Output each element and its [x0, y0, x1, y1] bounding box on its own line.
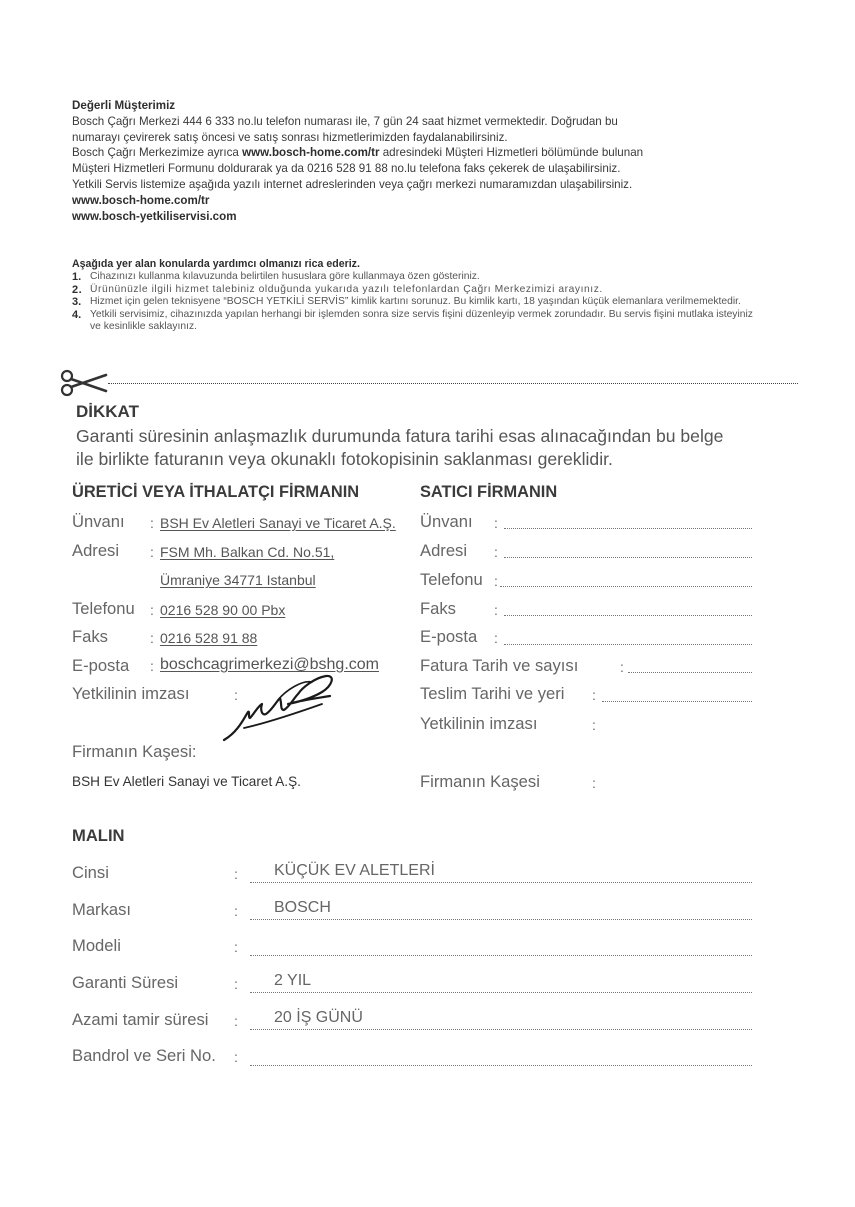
producer-title-value: BSH Ev Aletleri Sanayi ve Ticaret A.Ş. [160, 515, 396, 531]
colon: : [494, 515, 498, 531]
producer-address-line2: Ümraniye 34771 Istanbul [160, 572, 316, 588]
producer-heading: ÜRETİCİ VEYA İTHALATÇI FİRMANIN [72, 483, 360, 501]
seller-signature-label: Yetkilinin imzası [420, 714, 538, 733]
product-brand-value: BOSCH [274, 899, 331, 916]
intro-block [72, 98, 762, 224]
product-repair-time-value: 20 İŞ GÜNÜ [274, 1009, 363, 1026]
seller-phone-label: Telefonu [420, 570, 483, 589]
colon: : [494, 573, 498, 589]
list-item: 3. Hizmet için gelen teknisyene “BOSCH YETKİLİ SERVİS” kimlik kartını sorunuz. Bu kimlik kartı, 18 yaşından küçük elemanlara verilmemektedir. [72, 296, 741, 309]
intro-line: numarayı çevirerek satış öncesi ve satış sonrası hizmetlerimizden faydalanabilirsiniz. [72, 130, 508, 144]
producer-title-label: Ünvanı [72, 512, 125, 531]
list-item: 1. Cihazınızı kullanma kılavuzunda belirtilen hususlara göre kullanmaya özen gösteriniz. [72, 271, 480, 284]
notice-text: Garanti süresinin anlaşmazlık durumunda fatura tarihi esas alınacağından bu belge ile birlikte faturanın veya okunaklı fotokopisinin saklanması gereklidir. [76, 426, 724, 469]
product-brand-field[interactable] [250, 919, 752, 920]
producer-address-line1: FSM Mh. Balkan Cd. No.51, [160, 544, 335, 560]
producer-phone-label: Telefonu [72, 599, 135, 618]
intro-line: Bosch Çağrı Merkezi 444 6 333 no.lu telefon numarası ile, 7 gün 24 saat hizmet vermektedir. Doğrudan bu [72, 114, 618, 128]
cut-line [108, 383, 798, 384]
seller-invoice-field[interactable] [628, 672, 752, 673]
list-item: 2. Ürününüzle ilgili hizmet talebiniz olduğunda yukarıda yazılı telefonlardan Çağrı Merkezimizi arayınız. [72, 283, 603, 296]
product-heading: MALIN [72, 826, 125, 845]
website-link[interactable]: www.bosch-home.com/tr [242, 146, 380, 160]
producer-email-label: E-posta [72, 656, 130, 675]
colon: : [150, 602, 154, 618]
product-type-label: Cinsi [72, 863, 109, 882]
intro-line: Bosch Çağrı Merkezimize ayrıca www.bosch-home.com/tr adresindeki Müşteri Hizmetleri bölümünde bulunan [72, 146, 644, 160]
producer-company-name: BSH Ev Aletleri Sanayi ve Ticaret A.Ş. [72, 774, 301, 789]
product-warranty-label: Garanti Süresi [72, 973, 179, 992]
seller-phone-field[interactable] [500, 586, 752, 587]
producer-stamp-label: Firmanın Kaşesi: [72, 742, 197, 761]
seller-fax-field[interactable] [504, 615, 752, 616]
colon: : [234, 976, 238, 992]
colon: : [592, 775, 596, 791]
product-brand-label: Markası [72, 900, 132, 919]
seller-heading: SATICI FİRMANIN [420, 483, 558, 501]
producer-address-label: Adresi [72, 541, 120, 560]
product-type-field[interactable] [250, 882, 752, 883]
colon: : [620, 659, 624, 675]
requests-title: Aşağıda yer alan konularda yardımcı olmanızı rica ederiz. [72, 258, 360, 270]
product-type-value: KÜÇÜK EV ALETLERİ [274, 862, 435, 879]
colon: : [234, 903, 238, 919]
colon: : [592, 717, 596, 733]
seller-address-label: Adresi [420, 541, 468, 560]
colon: : [234, 939, 238, 955]
colon: : [234, 866, 238, 882]
intro-line: Yetkili Servis listemize aşağıda yazılı internet adreslerinden veya çağrı merkezi numaramızdan ulaşabilirsiniz. [72, 177, 633, 191]
product-model-label: Modeli [72, 936, 121, 955]
intro-line: Müşteri Hizmetleri Formunu doldurarak ya da 0216 528 91 88 no.lu telefona faks çekerek de ulaşabilirsiniz. [72, 162, 621, 176]
producer-fax-label: Faks [72, 627, 108, 646]
service-website-link[interactable]: www.bosch-yetkiliservisi.com [72, 209, 237, 223]
seller-email-label: E-posta [420, 627, 478, 646]
seller-invoice-label: Fatura Tarih ve sayısı [420, 656, 579, 675]
colon: : [150, 544, 154, 560]
seller-stamp-label: Firmanın Kaşesi [420, 772, 540, 791]
product-model-field[interactable] [250, 955, 752, 956]
product-serial-field[interactable] [250, 1065, 752, 1066]
seller-title-label: Ünvanı [420, 512, 473, 531]
producer-fax-value: 0216 528 91 88 [160, 630, 258, 646]
colon: : [234, 687, 238, 703]
producer-phone-value: 0216 528 90 00 Pbx [160, 602, 286, 618]
seller-delivery-field[interactable] [602, 701, 752, 702]
website-link[interactable]: www.bosch-home.com/tr [72, 193, 210, 207]
seller-address-field[interactable] [504, 557, 752, 558]
notice-title: DİKKAT [76, 402, 139, 421]
seller-fax-label: Faks [420, 599, 456, 618]
colon: : [150, 630, 154, 646]
scissors-icon [60, 368, 108, 398]
intro-title: Değerli Müşterimiz [72, 99, 176, 112]
requests-list [72, 258, 762, 333]
seller-delivery-label: Teslim Tarihi ve yeri [420, 684, 565, 703]
producer-email-value: boschcagrimerkezi@bshg.com [160, 656, 379, 673]
list-item: 4. Yetkili servisimiz, cihazınızda yapılan herhangi bir işlemden sonra size servis fişini düzenleyip vermek zorundadır. Bu servis fişini mutlaka isteyiniz ve kesinlikle saklayınız. [72, 308, 753, 333]
product-warranty-field[interactable] [250, 992, 752, 993]
producer-signature-label: Yetkilinin imzası [72, 684, 190, 703]
seller-email-field[interactable] [504, 644, 752, 645]
colon: : [234, 1013, 238, 1029]
colon: : [150, 515, 154, 531]
product-repair-time-field[interactable] [250, 1029, 752, 1030]
seller-title-field[interactable] [504, 528, 752, 529]
product-repair-time-label: Azami tamir süresi [72, 1010, 209, 1029]
colon: : [494, 630, 498, 646]
product-warranty-value: 2 YIL [274, 972, 312, 989]
product-serial-label: Bandrol ve Seri No. [72, 1046, 216, 1065]
colon: : [592, 687, 596, 703]
colon: : [150, 658, 154, 674]
signature-image [218, 670, 340, 744]
colon: : [234, 1049, 238, 1065]
colon: : [494, 544, 498, 560]
colon: : [494, 602, 498, 618]
